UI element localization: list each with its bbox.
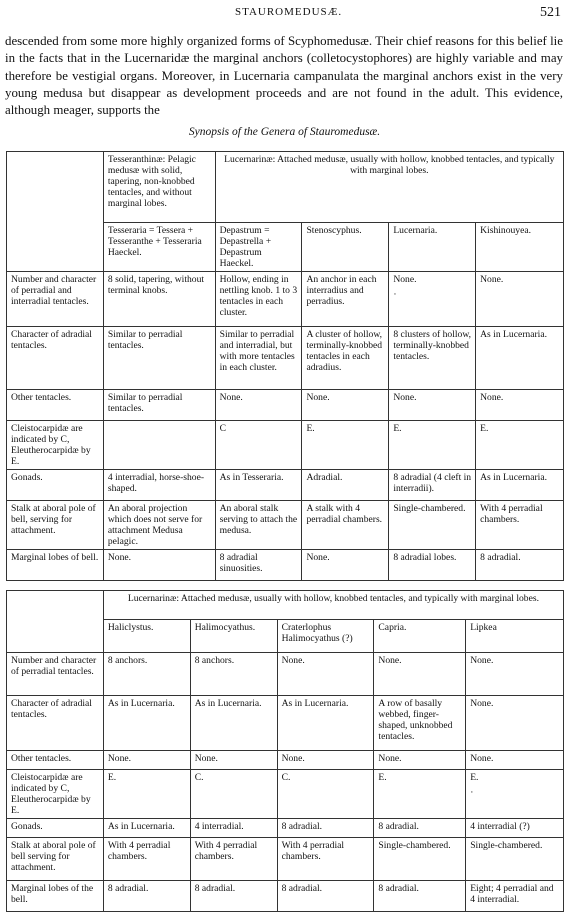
table-cell: As in Lucernaria.	[476, 470, 564, 501]
table-cell: As in Lucernaria.	[476, 327, 564, 390]
row-label: Other tentacles.	[7, 390, 104, 421]
table-cell: None.	[103, 751, 190, 770]
table-cell: 8 adradial.	[374, 819, 466, 838]
table-cell: 8 anchors.	[103, 653, 190, 696]
table-row	[7, 881, 564, 912]
row-label: Marginal lobes of the bell.	[7, 881, 104, 912]
table-cell: None.	[466, 751, 564, 770]
table-cell: None.	[302, 390, 389, 421]
table-cell: 8 adradial.	[374, 881, 466, 912]
cell-text: None.	[393, 274, 417, 285]
genus-header: Craterlophus Halimocyathus (?)	[277, 620, 374, 653]
table-cell: E.	[389, 421, 476, 470]
table-row	[7, 390, 564, 421]
table-cell: E.	[476, 421, 564, 470]
table-cell: 8 adradial.	[277, 819, 374, 838]
dot-mark: ·	[393, 289, 397, 300]
genus-header: Tesseraria = Tessera + Tesseranthe + Tesseraria Haeckel.	[103, 223, 215, 272]
running-title: STAUROMEDUSÆ.	[235, 6, 343, 18]
table-cell: A row of basally webbed, finger-shaped, unknobbed tentacles.	[374, 696, 466, 751]
group-header-lucernarinae: Lucernarinæ: Attached medusæ, usually with hollow, knobbed tentacles, and typically with marginal lobes.	[103, 591, 563, 620]
blank-header-cell	[7, 591, 104, 653]
row-label: Cleistocarpidæ are indicated by C, Eleutherocarpidæ by E.	[7, 770, 104, 819]
table-row	[7, 501, 564, 550]
table-cell: 8 adradial sinuosities.	[215, 550, 302, 581]
genus-header: Depastrum = Depastrella + Depastrum Haeckel.	[215, 223, 302, 272]
row-label: Marginal lobes of bell.	[7, 550, 104, 581]
table-cell: 8 adradial.	[476, 550, 564, 581]
row-label: Stalk at aboral pole of bell, serving for attachment.	[7, 501, 104, 550]
table-cell: None.	[466, 696, 564, 751]
genus-header: Haliclystus.	[103, 620, 190, 653]
table-cell: None.	[190, 751, 277, 770]
table-row	[7, 470, 564, 501]
row-label: Gonads.	[7, 470, 104, 501]
table-cell: 8 adradial lobes.	[389, 550, 476, 581]
table-cell: None.	[302, 550, 389, 581]
intro-paragraph: descended from some more highly organized forms of Scyphomedusæ. Their chief reasons for this belief lie in the facts that in the Lucernaridæ the marginal anchors (colletocystophores) are highly variable and may therefore be vestigial organs. Moreover, in Lucernaria campanulata the marginal anchors exist in the very young medusa but disappear as development proceeds and are not found in the adult. This evidence, although meager, supports the	[5, 34, 563, 118]
table-cell: 8 clusters of hollow, terminally-knobbed tentacles.	[389, 327, 476, 390]
table-cell: A stalk with 4 perradial chambers.	[302, 501, 389, 550]
table-cell: 8 adradial.	[277, 881, 374, 912]
table-row	[7, 696, 564, 751]
blank-header-cell	[7, 152, 104, 272]
row-label: Stalk at aboral pole of bell serving for attachment.	[7, 838, 104, 881]
table-cell: 4 interradial, horse-shoe-shaped.	[103, 470, 215, 501]
table-cell: Single-chambered.	[466, 838, 564, 881]
table-cell: With 4 perradial chambers.	[190, 838, 277, 881]
table-cell: None.	[466, 653, 564, 696]
table-row	[7, 770, 564, 819]
table-row	[7, 751, 564, 770]
table-cell: An aboral projection which does not serve for attachment Medusa pelagic.	[103, 501, 215, 550]
synopsis-table-1	[6, 151, 564, 581]
table-cell: 4 interradial (?)	[466, 819, 564, 838]
genus-header: Halimocyathus.	[190, 620, 277, 653]
row-label: Number and character of perradial tentacles.	[7, 653, 104, 696]
table-cell: E.	[302, 421, 389, 470]
table-cell: Similar to perradial tentacles.	[103, 390, 215, 421]
table-row	[7, 591, 564, 620]
table-row	[7, 838, 564, 881]
table-cell	[466, 770, 564, 819]
genus-header: Lipkea	[466, 620, 564, 653]
genus-header: Lucernaria.	[389, 223, 476, 272]
table-cell: None.	[476, 272, 564, 327]
genus-header: Capria.	[374, 620, 466, 653]
table-caption: Synopsis of the Genera of Stauromedusæ.	[188, 126, 381, 138]
table-cell: Similar to perradial and interradial, but with more tentacles in each cluster.	[215, 327, 302, 390]
table-cell: With 4 perradial chambers.	[103, 838, 190, 881]
table-cell	[103, 421, 215, 470]
row-label: Number and character of perradial and interradial tentacles.	[7, 272, 104, 327]
table-cell: An aboral stalk serving to attach the medusa.	[215, 501, 302, 550]
table-cell: With 4 perradial chambers.	[476, 501, 564, 550]
table-cell: As in Tesseraria.	[215, 470, 302, 501]
table-cell: C.	[277, 770, 374, 819]
row-label: Cleistocarpidæ are indicated by C, Eleutherocarpidæ by E.	[7, 421, 104, 470]
group-header-lucernarinae: Lucernarinæ: Attached medusæ, usually with hollow, knobbed tentacles, and typically with marginal lobes.	[215, 152, 563, 223]
table-cell: None.	[389, 390, 476, 421]
table-row	[7, 550, 564, 581]
table-cell: As in Lucernaria.	[103, 819, 190, 838]
table-cell: None.	[103, 550, 215, 581]
table-row	[7, 421, 564, 470]
table-cell: 8 adradial.	[190, 881, 277, 912]
table-cell: None.	[476, 390, 564, 421]
table-cell: None.	[277, 751, 374, 770]
table-cell: E.	[103, 770, 190, 819]
table-cell: Single-chambered.	[374, 838, 466, 881]
table-cell: None.	[277, 653, 374, 696]
table-cell: Eight; 4 perradial and 4 interradial.	[466, 881, 564, 912]
table-cell: 4 interradial.	[190, 819, 277, 838]
table-cell: 8 adradial (4 cleft in interradii).	[389, 470, 476, 501]
table-cell: Similar to perradial tentacles.	[103, 327, 215, 390]
table-cell: 8 anchors.	[190, 653, 277, 696]
row-label: Character of adradial tentacles.	[7, 696, 104, 751]
table-cell: As in Lucernaria.	[190, 696, 277, 751]
table-cell: None.	[215, 390, 302, 421]
table-cell: Single-chambered.	[389, 501, 476, 550]
cell-text: E.	[470, 772, 479, 783]
table-cell: C	[215, 421, 302, 470]
row-label: Other tentacles.	[7, 751, 104, 770]
table-cell: With 4 perradial chambers.	[277, 838, 374, 881]
genus-header: Kishinouyea.	[476, 223, 564, 272]
table-cell: 8 solid, tapering, without terminal knobs.	[103, 272, 215, 327]
table-cell: A cluster of hollow, terminally-knobbed tentacles in each adradius.	[302, 327, 389, 390]
table-cell: As in Lucernaria.	[103, 696, 190, 751]
table-cell: As in Lucernaria.	[277, 696, 374, 751]
table-cell: E.	[374, 770, 466, 819]
dot-mark: ·	[470, 787, 474, 798]
synopsis-table-2	[6, 590, 564, 912]
table-cell: 8 adradial.	[103, 881, 190, 912]
group-header-tesseranthinae: Tesseranthinæ: Pelagic medusæ with solid, tapering, non-knobbed tentacles, and without marginal lobes.	[103, 152, 215, 223]
table-cell: An anchor in each interradius and perradius.	[302, 272, 389, 327]
running-head	[0, 6, 569, 22]
row-label: Character of adradial tentacles.	[7, 327, 104, 390]
table-row	[7, 653, 564, 696]
table-cell: Adradial.	[302, 470, 389, 501]
page-number: 521	[540, 5, 561, 20]
table-cell: C.	[190, 770, 277, 819]
table-row	[7, 819, 564, 838]
genus-header: Stenoscyphus.	[302, 223, 389, 272]
table-cell: None.	[374, 751, 466, 770]
table-cell: Hollow, ending in nettling knob. 1 to 3 tentacles in each cluster.	[215, 272, 302, 327]
table-cell	[389, 272, 476, 327]
table-row	[7, 327, 564, 390]
table-row	[7, 272, 564, 327]
table-cell: None.	[374, 653, 466, 696]
row-label: Gonads.	[7, 819, 104, 838]
table-row	[7, 152, 564, 223]
